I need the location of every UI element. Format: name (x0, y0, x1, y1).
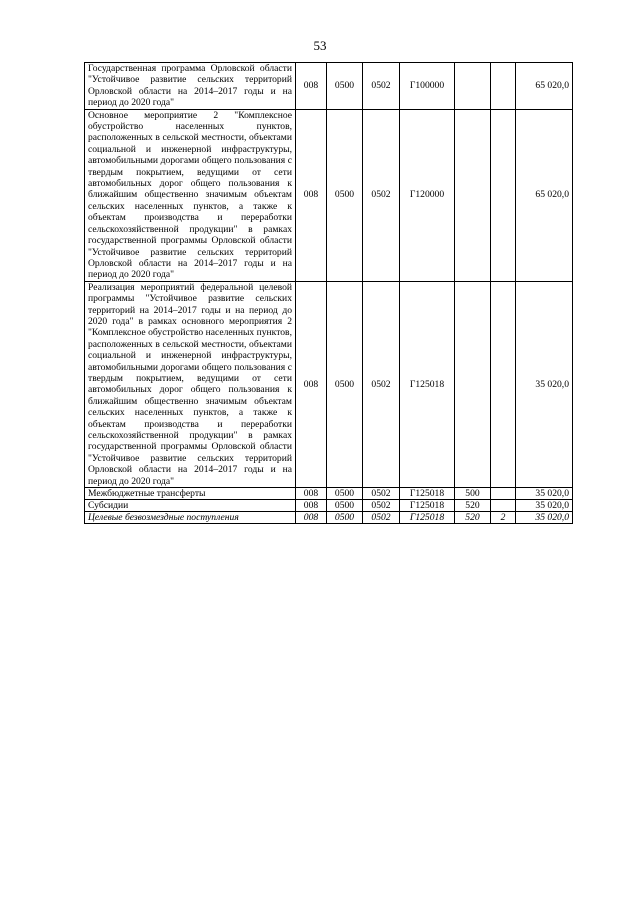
subsection-code: 0502 (363, 63, 400, 110)
section-code: 0500 (327, 500, 363, 512)
target-code: Г125018 (400, 512, 455, 524)
subsection-code: 0502 (363, 109, 400, 281)
target-code: Г100000 (400, 63, 455, 110)
expense-type-code: 520 (455, 500, 491, 512)
target-code: Г120000 (400, 109, 455, 281)
target-code: Г125018 (400, 281, 455, 487)
section-code: 0500 (327, 63, 363, 110)
extra-code (491, 281, 516, 487)
amount: 35 020,0 (516, 488, 573, 500)
target-code: Г125018 (400, 488, 455, 500)
row-name: Реализация мероприятий федеральной целевой программы "Устойчивое развитие сельских территорий на 2014–2017 годы и на период до 2020 года" в рамках основного мероприятия 2 "Комплексное обустройство населенных пунктов, расположенных в сельской местности, объектами социальной и инженерной инфраструктуры, автомобильными дорогами общего пользования с твердым покрытием, ведущими от сети автомобильных дорог общего пользования к ближайшим общественно значимым объектам сельских населенных пунктов, а также к объектам производства и переработки сельскохозяйственной продукции" в рамках государственной программы Орловской области "Устойчивое развитие сельских территорий Орловской области на 2014–2017 годы и на период до 2020 года" (85, 281, 296, 487)
amount: 65 020,0 (516, 63, 573, 110)
expense-type-code (455, 63, 491, 110)
table-row (85, 512, 573, 524)
extra-code (491, 109, 516, 281)
amount: 35 020,0 (516, 281, 573, 487)
expense-type-code: 500 (455, 488, 491, 500)
section-code: 0500 (327, 512, 363, 524)
row-name: Основное мероприятие 2 "Комплексное обустройство населенных пунктов, расположенных в сельской местности, объектами социальной и инженерной инфраструктуры, автомобильными дорогами общего пользования с твердым покрытием, ведущими от сети автомобильных дорог общего пользования к ближайшим общественно значимым объектам сельских населенных пунктов, а также к объектам производства и переработки сельскохозяйственной продукции" в рамках государственной программы Орловской области "Устойчивое развитие сельских территорий Орловской области на 2014–2017 годы и на период до 2020 года" (85, 109, 296, 281)
admin-code: 008 (296, 500, 327, 512)
row-name: Целевые безвозмездные поступления (85, 512, 296, 524)
expense-type-code: 520 (455, 512, 491, 524)
admin-code: 008 (296, 109, 327, 281)
row-name: Субсидии (85, 500, 296, 512)
admin-code: 008 (296, 512, 327, 524)
subsection-code: 0502 (363, 281, 400, 487)
expense-type-code (455, 109, 491, 281)
extra-code (491, 488, 516, 500)
amount: 65 020,0 (516, 109, 573, 281)
extra-code: 2 (491, 512, 516, 524)
target-code: Г125018 (400, 500, 455, 512)
section-code: 0500 (327, 109, 363, 281)
admin-code: 008 (296, 63, 327, 110)
row-name: Государственная программа Орловской области "Устойчивое развитие сельских территорий Орловской области на 2014–2017 годы и на период до 2020 года" (85, 63, 296, 110)
page-number: 53 (313, 38, 327, 53)
row-name: Межбюджетные трансферты (85, 488, 296, 500)
amount: 35 020,0 (516, 500, 573, 512)
budget-table (84, 62, 573, 524)
subsection-code: 0502 (363, 488, 400, 500)
table-row (85, 63, 573, 110)
table-row (85, 500, 573, 512)
subsection-code: 0502 (363, 500, 400, 512)
table-row (85, 488, 573, 500)
extra-code (491, 500, 516, 512)
section-code: 0500 (327, 281, 363, 487)
amount: 35 020,0 (516, 512, 573, 524)
table-row (85, 109, 573, 281)
extra-code (491, 63, 516, 110)
table-row (85, 281, 573, 487)
admin-code: 008 (296, 281, 327, 487)
section-code: 0500 (327, 488, 363, 500)
admin-code: 008 (296, 488, 327, 500)
expense-type-code (455, 281, 491, 487)
subsection-code: 0502 (363, 512, 400, 524)
